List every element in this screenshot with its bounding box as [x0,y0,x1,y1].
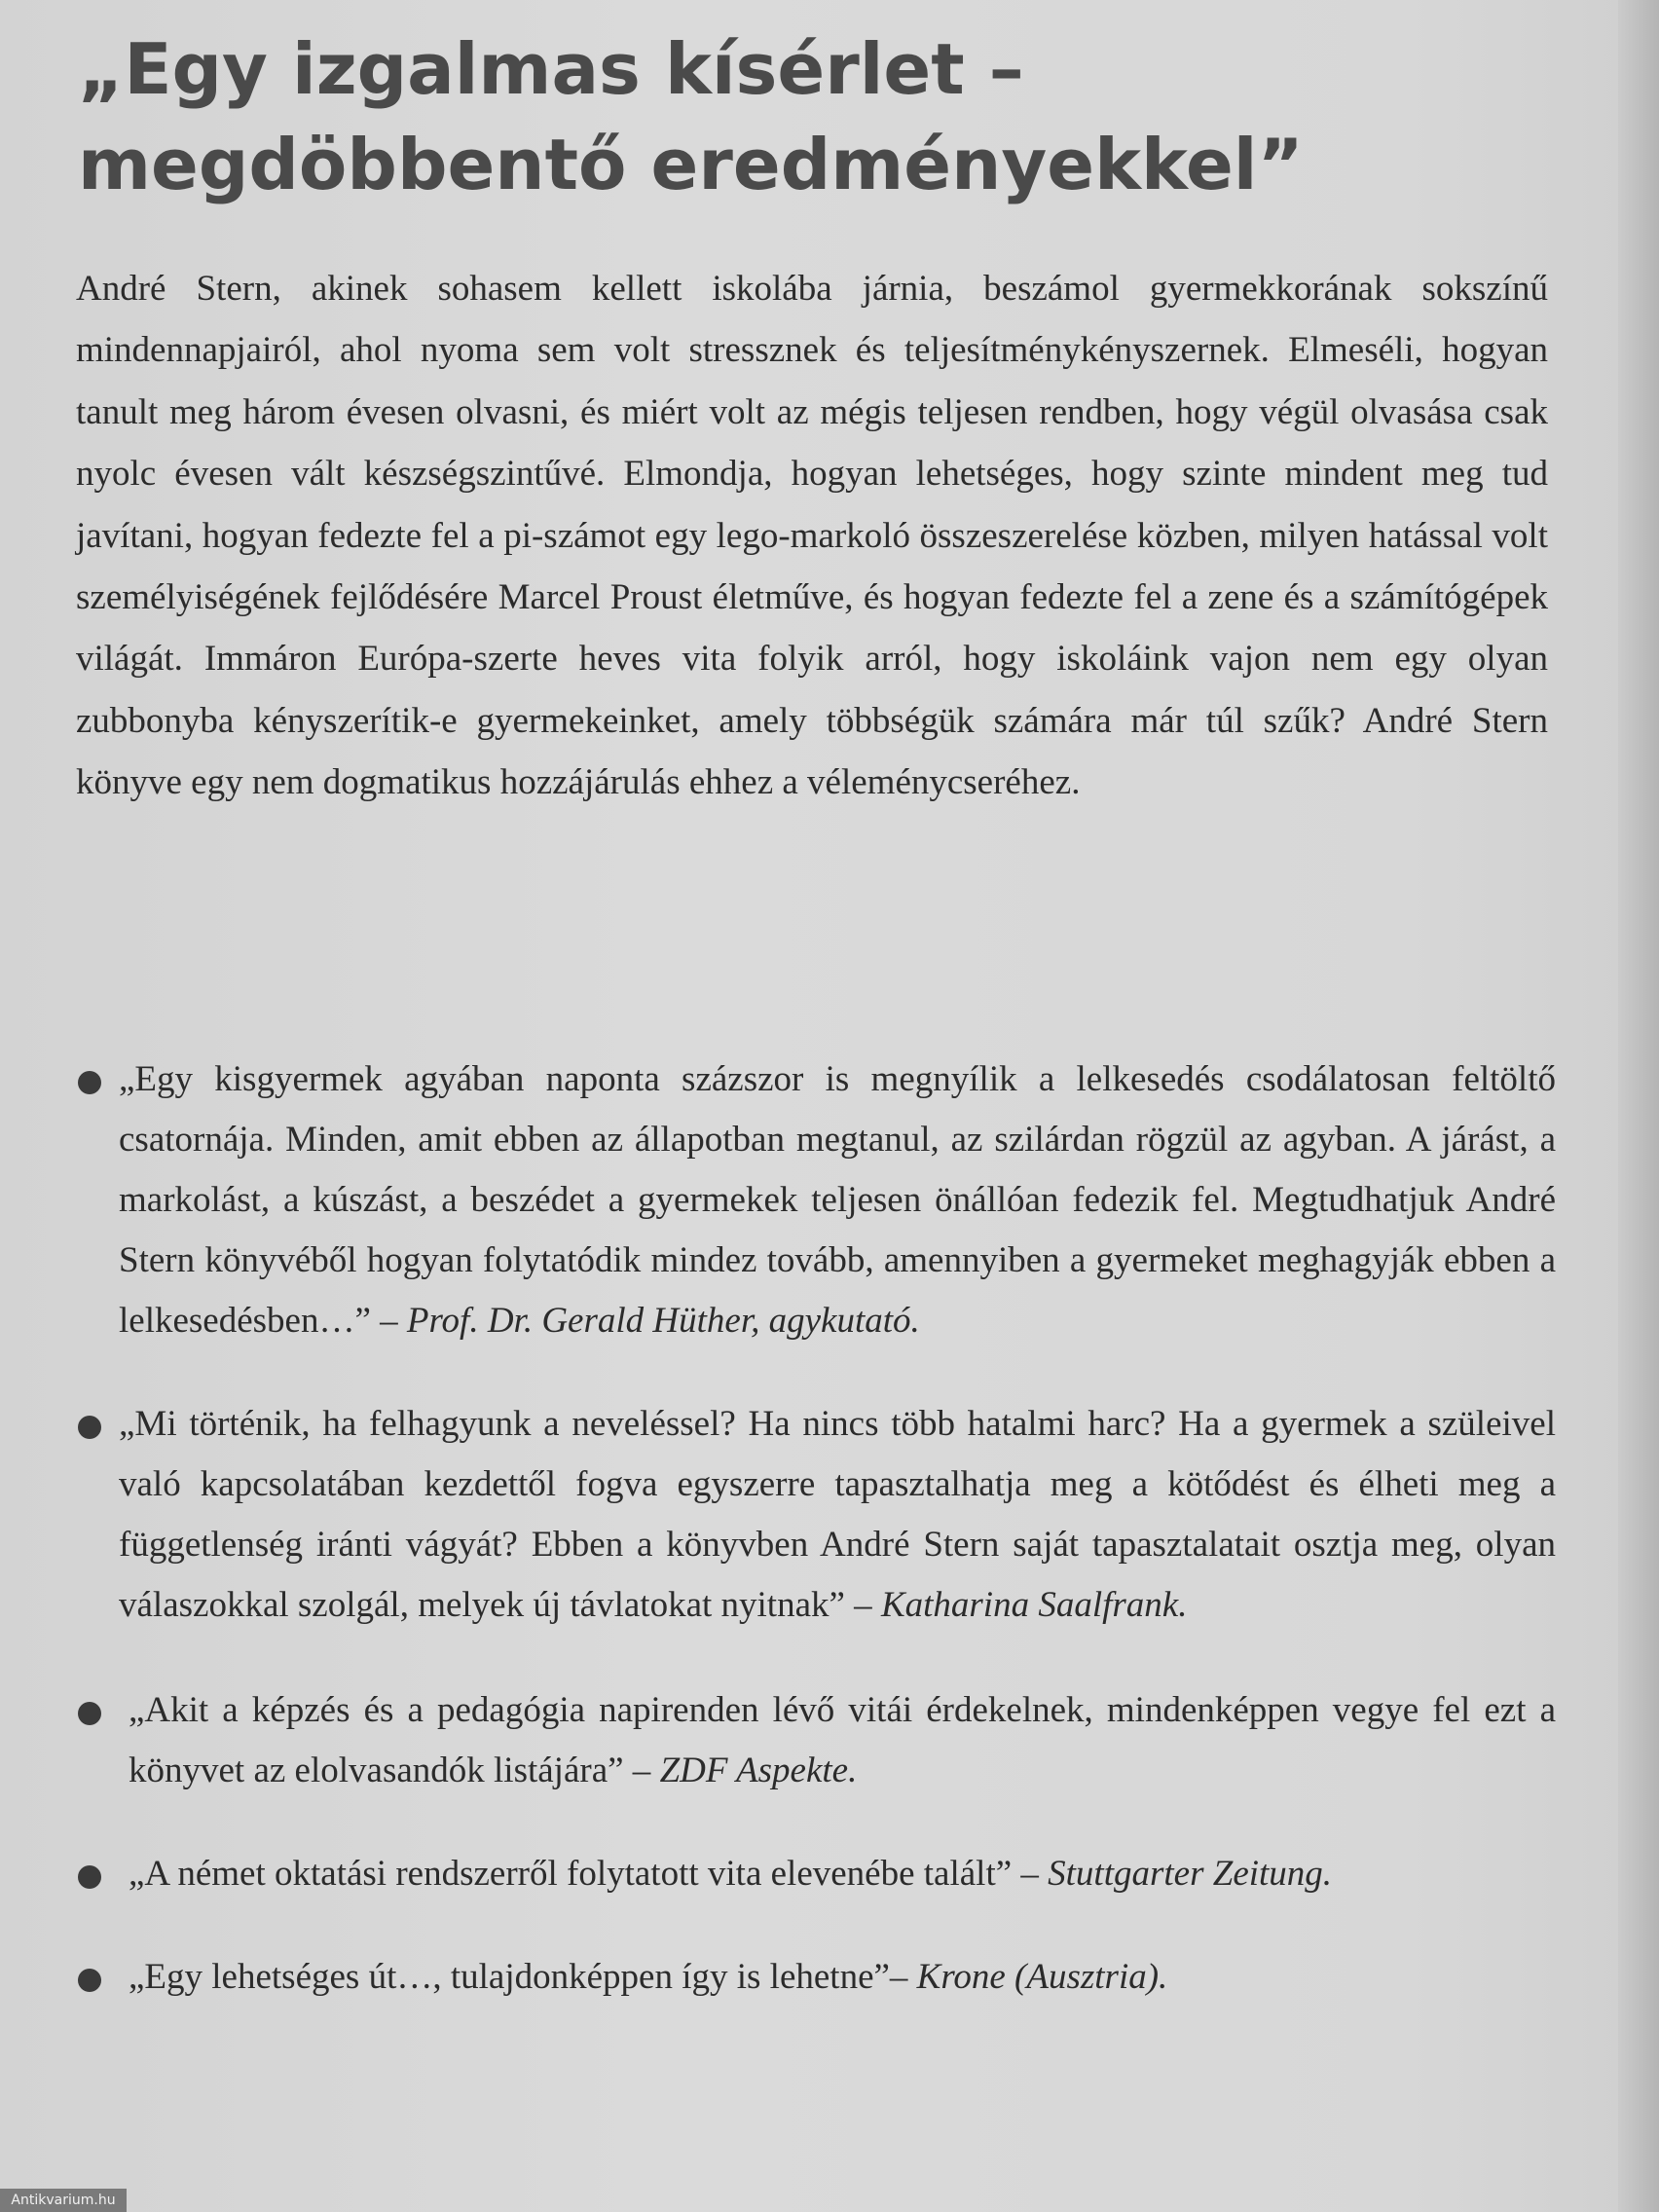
review-quote [76,1947,1556,2008]
quote-source: ZDF Aspekte. [659,1751,858,1790]
bullet-icon [78,1702,101,1725]
headline-line-2: megdöbbentő eredményekkel” [78,124,1304,205]
quote-source: Prof. Dr. Gerald Hüther, agykutató. [406,1301,920,1341]
quote-text: „Egy lehetséges út…, tulajdonképpen így is lehetne”– [129,1957,908,1997]
bullet-icon [78,1071,101,1094]
quote-text: „Mi történik, ha felhagyunk a neveléssel? Ha nincs több hatalmi harc? Ha a gyermek a szüleivel való kapcsolatában kezdettől fogva egyszerre tapasztalhatja meg a kötődést és élheti meg a függetlenség iránti vágyát? Ebben a könyvben André Stern saját tapasztalatait osztja meg, olyan válaszokkal szolgál, melyek új távlatokat nyitnak” – [119,1404,1556,1625]
bullet-icon [78,1416,101,1439]
review-quotes-list [76,1050,1556,2008]
quote-text: „Egy kisgyermek agyában naponta százszor is megnyílik a lelkesedés csodálatosan feltöltő csatornája. Minden, amit ebben az állapotban megtanul, az szilárdan rögzül az agyban. A járást, a markolást, a kúszást, a beszédet a gyermekek teljesen önállóan fedezik fel. Megtudhatjuk André Stern könyvéből hogyan folytatódik mindez tovább, amennyiben a gyermeket meghagyják ebben a lelkesedésben…” – [119,1059,1556,1341]
review-quote [76,1680,1556,1801]
quote-text: „A német oktatási rendszerről folytatott vita elevenébe talált” – [129,1854,1039,1894]
quote-source: Katharina Saalfrank. [880,1585,1188,1625]
review-quote [76,1394,1556,1636]
quote-source: Stuttgarter Zeitung. [1048,1854,1333,1894]
blurb-paragraph: André Stern, akinek sohasem kellett iskolába járnia, beszámol gyermekkorának sokszínű mindennapjairól, ahol nyoma sem volt stressznek és teljesítménykényszernek. Elmeséli, hogyan tanult meg három évesen olvasni, és miért volt az mégis teljesen rendben, hogy végül olvasása csak nyolc évesen vált készségszintűvé. Elmondja, hogyan lehetséges, hogy szinte mindent meg tud javítani, hogyan fedezte fel a pi-számot egy lego-markoló összeszerelése közben, milyen hatással volt személyiségének fejlődésére Marcel Proust életműve, és hogyan fedezte fel a zene és a számítógépek világát. Immáron Európa-szerte heves vita folyik arról, hogy iskoláink vajon nem egy olyan zubbonyba kényszerítik-e gyermekeinket, amely többségük számára már túl szűk? André Stern könyve egy nem dogmatikus hozzájárulás ehhez a véleménycseréhez. [76,269,1548,803]
quote-text: „Akit a képzés és a pedagógia napirenden lévő vitái érdekelnek, mindenképpen vegye fel ezt a könyvet az elolvasandók listájára” – [129,1690,1556,1790]
bullet-icon [78,1865,101,1889]
quote-source: Krone (Ausztria). [916,1957,1168,1997]
cover-spine-edge [1618,0,1659,2212]
bullet-icon [78,1969,101,1992]
review-quote [76,1844,1556,1904]
review-quote [76,1050,1556,1351]
headline-line-1: „Egy izgalmas kísérlet – [78,28,1024,110]
cover-headline [78,21,1538,212]
site-watermark: Antikvarium.hu [0,2189,127,2212]
